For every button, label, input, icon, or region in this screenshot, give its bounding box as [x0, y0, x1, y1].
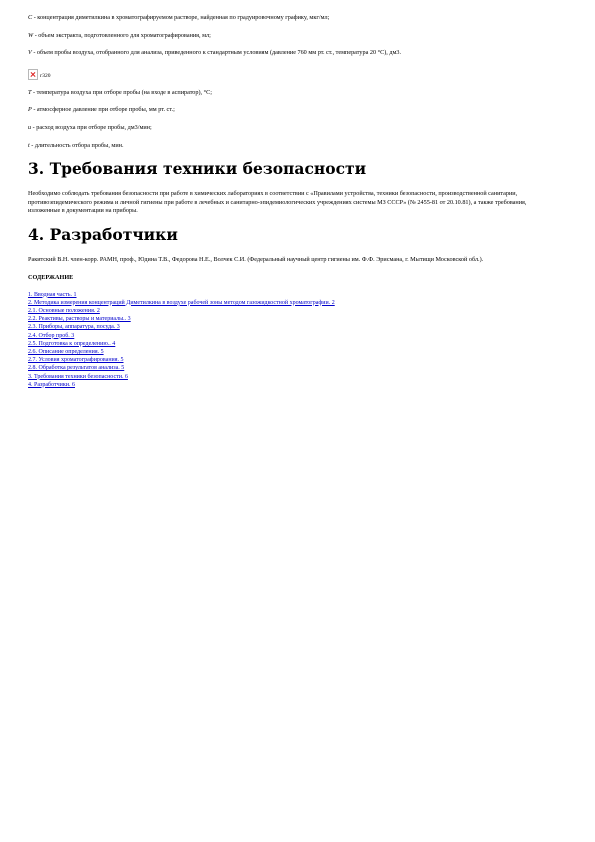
var-symbol: V [28, 49, 32, 57]
toc-link[interactable]: 2.7. Условия хроматографирования. 5 [28, 357, 124, 364]
toc-item [28, 340, 558, 348]
toc-item [28, 348, 558, 356]
var-p-desc [28, 106, 558, 115]
var-v-desc [28, 49, 558, 58]
toc-link[interactable]: 2.6. Описание определения. 5 [28, 348, 104, 355]
var-text: - расход воздуха при отборе пробы, дм3/мин; [31, 123, 152, 131]
toc-item [28, 373, 558, 381]
toc-item [28, 364, 558, 372]
var-duration-desc [28, 142, 558, 151]
toc-link[interactable]: 2. Методика измерения концентраций Диметилкина в воздухе рабочей зоны методом газожидкостной хроматографии. 2 [28, 299, 335, 306]
toc-item [28, 307, 558, 315]
toc-link[interactable]: 2.3. Приборы, аппаратура, посуда. 3 [28, 324, 120, 331]
var-c-desc [28, 14, 558, 23]
toc-item [28, 291, 558, 299]
var-symbol: P [28, 106, 32, 114]
contents-title: СОДЕРЖАНИЕ [28, 273, 74, 281]
table-of-contents [28, 291, 558, 389]
safety-text: Необходимо соблюдать требования безопасности при работе в химических лабораториях в соответствии с «Правилами устройства, техники безопасности, производственной санитарии, противоэпидемического режима и личной гигиены при работе в лечебных и санитарно-эпидемиологических учреждениях системы МЗ СССР» (№ 2455-81 от 20.10.81), а также требования, изложенные в документации на приборы. [28, 190, 527, 215]
toc-item [28, 315, 558, 323]
toc-item [28, 323, 558, 331]
var-u-desc [28, 124, 558, 133]
formula-alt-text: г320 [40, 72, 51, 79]
toc-link[interactable]: 2.5. Подготовка к определению.. 4 [28, 340, 116, 347]
toc-link[interactable]: 2.2. Реактивы, растворы и материалы.. 3 [28, 316, 131, 323]
var-symbol: W [28, 31, 34, 39]
var-symbol: u [28, 123, 32, 131]
var-text: - концентрация диметилкина в хроматографируемом растворе, найденная по градуировочному графику, мкг/мл; [32, 14, 330, 21]
var-symbol: T [28, 88, 32, 96]
var-t-desc [28, 89, 558, 98]
var-w-desc [28, 32, 558, 41]
var-text: - объем пробы воздуха, отобранного для анализа, приведенного к стандартным условиям (давление 760 мм рт. ст., температура 20 °С), дм3. [31, 49, 402, 57]
var-text: - длительность отбора пробы, мин. [29, 141, 124, 149]
toc-link[interactable]: 2.4. Отбор проб. 3 [28, 332, 75, 339]
var-symbol: C [28, 14, 33, 21]
toc-link[interactable]: 3. Требования техники безопасности. 6 [28, 373, 128, 380]
formula-image [28, 67, 558, 80]
toc-item [28, 381, 558, 389]
developers-heading: 4. Разработчики [28, 224, 178, 244]
var-text: - температура воздуха при отборе пробы (на входе в аспиратор), °С; [31, 88, 212, 96]
broken-image-icon [28, 69, 38, 80]
toc-link[interactable]: 2.8. Обработка результатов анализа. 5 [28, 365, 125, 372]
var-symbol: t [28, 141, 30, 149]
toc-item [28, 332, 558, 340]
toc-link[interactable]: 1. Вводная часть. 1 [28, 291, 77, 298]
var-text: - атмосферное давление при отборе пробы, мм рт. ст.; [31, 106, 175, 114]
page-content [28, 14, 558, 389]
toc-link[interactable]: 4. Разработчики. 6 [28, 381, 75, 388]
developers-text: Ракитский В.Н. член-корр. РАМН, проф., Юдина Т.В., Федорова Н.Е., Волчек С.И. (Федеральный научный центр гигиены им. Ф.Ф. Эрисмана, г. Мытищи Московской обл.). [28, 255, 484, 263]
safety-heading: 3. Требования техники безопасности [28, 159, 367, 179]
toc-item [28, 356, 558, 364]
toc-link[interactable]: 2.1. Основные положения. 2 [28, 307, 100, 314]
toc-item [28, 299, 558, 307]
var-text: - объем экстракта, подготовленного для хроматографирования, мл; [33, 31, 211, 39]
